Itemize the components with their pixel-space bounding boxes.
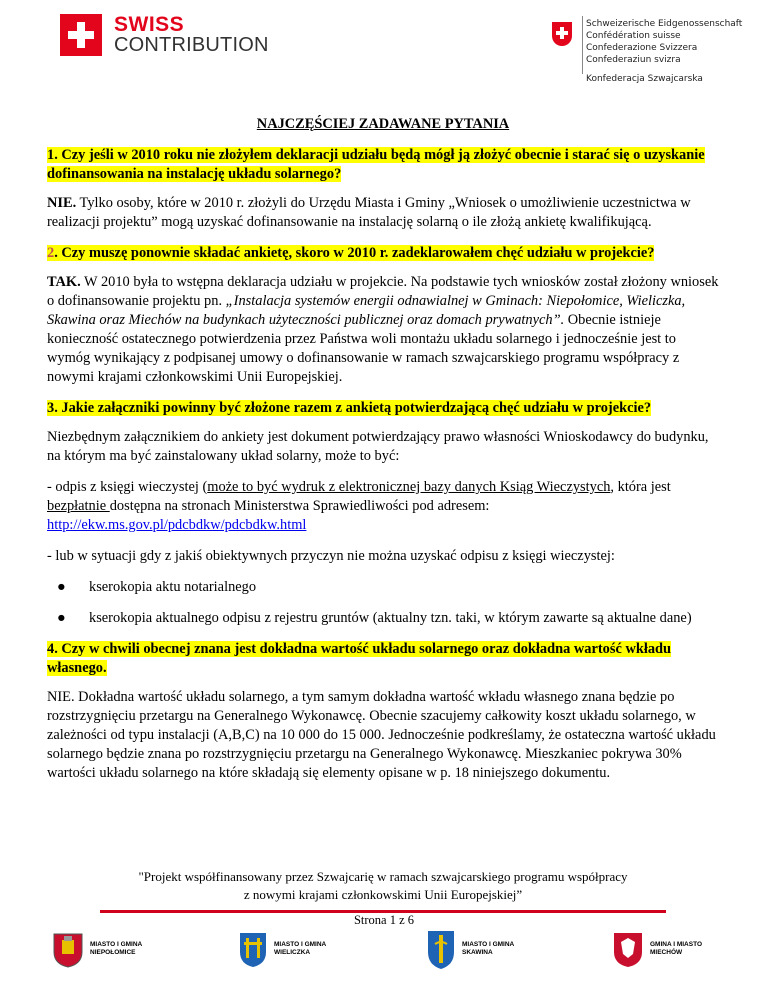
municipality-logos <box>0 928 768 978</box>
federation-line: Confederaziun svizra <box>586 55 681 65</box>
footer-note <box>47 868 719 904</box>
answer-2-lead: TAK. <box>47 274 81 290</box>
list-item <box>47 578 719 597</box>
wieliczka-logo <box>238 930 326 968</box>
federation-polish: Konfederacja Szwajcarska <box>586 74 703 84</box>
text: - odpis z księgi wieczystej ( <box>47 479 208 495</box>
question-3: 3. Jakie załączniki powinny być złożone razem z ankietą potwierdzającą chęć udziału w projekcie? <box>47 400 652 416</box>
miechow-logo <box>612 930 702 968</box>
page-header <box>0 0 768 100</box>
list-item-text: kserokopia aktualnego odpisu z rejestru gruntów (aktualny tzn. taki, w którym zawarte są aktualne dane) <box>89 610 692 626</box>
skawina-logo <box>426 928 514 970</box>
niepolomice-logo <box>52 930 142 968</box>
municipality-label: MIASTO I GMINA NIEPOŁOMICE <box>90 941 143 956</box>
footer-line1: "Projekt współfinansowany przez Szwajcarię w ramach szwajcarskiego programu współpracy <box>138 869 628 884</box>
underlined-text: może to być wydruk z elektronicznej bazy danych Ksiąg Wieczystych <box>207 479 611 495</box>
federation-line: Schweizerische Eidgenossenschaft <box>586 19 743 29</box>
question-2-text: . Czy muszę ponownie składać ankietę, skoro w 2010 r. zadeklarowałem chęć udziału w projekcie? <box>54 245 655 261</box>
project-name: „Instalacja systemów energii odnawialnej w Gminach: Niepołomice, Wieliczka, Skawina oraz Miechów na budynkach użyteczności publicznej oraz domach prywatnych”. <box>47 293 686 328</box>
logo-line2: CONTRIBUTION <box>114 34 269 56</box>
skawina-crest-icon <box>426 928 456 970</box>
niepolomice-crest-icon <box>52 930 84 968</box>
underlined-text: bezpłatnie <box>47 498 110 514</box>
answer-1 <box>47 194 719 232</box>
answer-3-option2: - lub w sytuacji gdy z jakiś obiektywnych przyczyn nie można uzyskać odpisu z księgi wieczystej: <box>47 548 615 564</box>
swiss-contribution-logo <box>60 14 269 56</box>
bullet-icon: ● <box>57 610 66 626</box>
swiss-cross-icon <box>60 14 102 56</box>
federation-line: Confédération suisse <box>586 31 681 41</box>
answer-2-text-cont: Obecnie istnieje konieczność ostatecznego potwierdzenia przez Państwa woli montażu układu solarnego i jednocześnie jest to wymóg wynikający z podpisanej umowy o dofinansowanie w ramach szwajcarskiego programu współpracy z nowymi krajami członkowskimi Unii Europejskiej. <box>47 312 680 385</box>
question-1: 1. Czy jeśli w 2010 roku nie złożyłem deklaracji udziału będą mógł ją złożyć obecnie i starać się o uzyskanie dofinansowania na instalację układu solarnego? <box>47 147 705 182</box>
footer-line2: z nowymi krajami członkowskimi Unii Europejskiej” <box>243 887 523 902</box>
ekw-link[interactable]: http://ekw.ms.gov.pl/pdcbdkw/pdcbdkw.html <box>47 517 307 533</box>
municipality-label: GMINA I MIASTO MIECHÓW <box>650 941 702 956</box>
list-item-text: kserokopia aktu notarialnego <box>89 579 257 595</box>
miechow-crest-icon <box>612 930 644 968</box>
answer-1-lead: NIE. <box>47 195 77 211</box>
answer-1-text: Tylko osoby, które w 2010 r. złożyli do Urzędu Miasta i Gminy „Wniosek o umożliwienie uczestnictwa w realizacji projektu” mogą uzyskać dofinansowanie na instalację solarną o ile złożą ankietę kwalifikującą. <box>47 195 691 230</box>
wieliczka-crest-icon <box>238 930 268 968</box>
federation-line: Confederazione Svizzera <box>586 43 698 53</box>
answer-2 <box>47 273 719 387</box>
question-2 <box>47 245 654 261</box>
municipality-label: MIASTO I GMINA SKAWINA <box>462 941 515 956</box>
answer-2-text: W 2010 była to wstępna deklaracja udziału w projekcie. Na podstawie tych wniosków został złożony wniosek o dofinansowanie projektu pn. <box>47 274 719 309</box>
text: , która jest <box>610 479 671 495</box>
page-number: Strona 1 z 6 <box>353 913 415 927</box>
answer-3-option1 <box>47 478 719 535</box>
page-title: NAJCZĘŚCIEJ ZADAWANE PYTANIA <box>256 116 510 132</box>
list-item <box>47 609 719 628</box>
question-4: 4. Czy w chwili obecnej znana jest dokładna wartość układu solarnego oraz dokładna wartość wkładu własnego. <box>47 641 672 676</box>
text: dostępna na stronach Ministerstwa Sprawiedliwości pod adresem: <box>109 498 490 514</box>
bullet-icon: ● <box>57 579 66 595</box>
answer-4: NIE. Dokładna wartość układu solarnego, a tym samym dokładna wartość wkładu własnego znana będzie po rozstrzygnięciu przetargu na Generalnego Wykonawcę. Obecnie szacujemy całkowity koszt układu solarnego, w zależności od typu instalacji (A,B,C) na 10 000 do 15 000. Jednocześnie podkreślamy, że ostateczna wartość układu solarnego będzie znana po rozstrzygnięciu przetargu na Generalnego Wykonawcę. Mieszkaniec pokrywa 30% wartości układu solarnego na które składają się elementy opisane w p. 18 niniejszego dokumentu. <box>47 689 716 781</box>
question-2-number: 2 <box>47 245 55 261</box>
answer-3-intro: Niezbędnym załącznikiem do ankiety jest dokument potwierdzający prawo własności Wnioskodawcy do budynku, na którym ma być zainstalowany układ solarny, może to być: <box>47 429 709 464</box>
swiss-shield-icon <box>552 22 572 46</box>
logo-line1: SWISS <box>114 13 185 36</box>
municipality-label: MIASTO I GMINA WIELICZKA <box>274 941 327 956</box>
document-body <box>47 115 719 795</box>
